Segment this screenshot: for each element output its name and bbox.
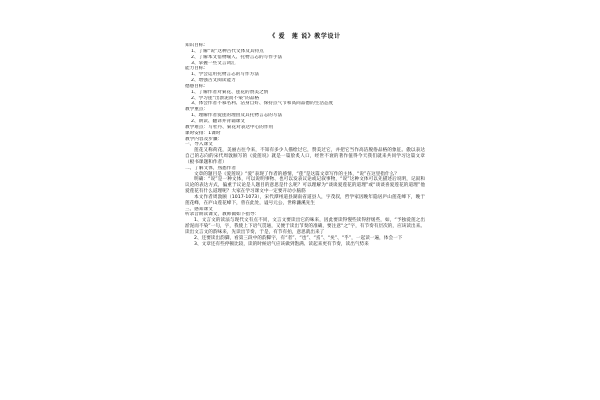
text-line: 教学内容及步骤： <box>185 136 223 142</box>
text-line: 德感目标： <box>185 83 209 89</box>
text-line: 1、了解作者对菊花、莲花的赞美之情 <box>191 89 269 95</box>
text-line: 课时安排：1课时 <box>185 130 221 136</box>
document-body <box>185 32 425 248</box>
text-line: 二、了解文体，熟悉作者 <box>185 165 237 171</box>
text-line: 3、掌握一些文言词汇 <box>191 60 236 66</box>
text-line: 3、体会作者不慕名利、洁身自好、保持点气节和高尚品德的生活态度 <box>191 101 334 107</box>
text-line: 三、感知课文 <box>185 206 213 212</box>
document-lines <box>185 43 425 248</box>
text-line: 教学重点： <box>185 107 209 113</box>
text-line: 2、朗读、翻译并背诵课文 <box>191 118 246 124</box>
text-line: 1、学会运用托物言志的写作方法 <box>191 72 259 78</box>
text-line: 听录音朗读课文，教师做如下指导： <box>185 212 260 218</box>
paragraph: 明确：“说”是一种文体，可以说明事物、也可以发表议论或记叙事物，“说”这种文体可以先描述后说明，记叙和议论的表达方式，偏重于议论是人题目的意思是什么呢？可以理解为“谈谈爱莲花的道理”或“谈谈喜爱莲花的道理”他爱莲花有什么道理呢？大家在学习课文中一定要开动小脑筋 <box>185 177 425 195</box>
paragraph: 本文作者周敦颐（1017-1073），宋代潭州道县湖南省道县人，字茂叔，哲学家因晚年隐居庐山莲花峰下，晚于莲花峰，在庐山莲花峰下，曾在此处，谥号元公，世称濂溪先生 <box>185 194 425 206</box>
text-line: 一、导入课文 <box>185 142 213 148</box>
text-line: 1、理解作者爱莲的理由及其托物言志的写法 <box>191 113 283 119</box>
paragraph: 文章的题目是《爱莲说》“爱”表现了作者的感情，“莲”是这篇文章写作的主体，“说”在这里指什么？ <box>194 171 399 177</box>
text-line: 2、了解本文借物喻人、托物言志的写作手法 <box>191 54 283 60</box>
text-line: 2、增强古文阅读能力 <box>191 78 236 84</box>
paragraph: 2、还要读出韵脚，看第三段中的韵脚字，有“者”、“也”、“焉”、“矣”、“乎”，一起读一遍，体会一下 <box>194 235 403 241</box>
document-title: 《 爱 莲 说》教学设计 <box>269 33 341 40</box>
text-line: 2、学习莲“出淤泥而不染”的品格 <box>191 95 260 101</box>
paragraph: 莲花又称荷花，美丽古往今来，不知有多少人描绘过它，赞美过它，并把它当作高洁脱俗品格的象征。傲以表达自己的志向的宋代周敦颐写的《爱莲说》就是一篇脍炙人口，经世不衰的著作值得今天我们就来共同学习这篇文章（板书课题和作者） <box>185 148 425 165</box>
text-line: 1、了解“说”这种古代文体及其特点 <box>191 48 264 54</box>
paragraph: 1、文言文的读法与现代文有点不同，文言文要读出它的味来，因此要读得慢些读得舒缓些，如，“予独爱莲之出淤泥而不染”一句，字，我使上下语气贯通，又便于读出节奏的准确，要注意“之”字，有节奏有层次的，应该读出来。读出文言文的韵味来，先读出节奏，于是，有节有拍，意思就出来了 <box>185 218 425 235</box>
text-line: 能力目标： <box>185 66 209 72</box>
text-line: 知识目标： <box>185 43 209 48</box>
text-line: 教学难点：写牡丹、菊花对表达中心的作用 <box>185 124 274 130</box>
paragraph: 3、文章还有些停顿比较，读的时候语气应该做到饱满、读起来更有节奏，读出气势来 <box>194 241 369 247</box>
